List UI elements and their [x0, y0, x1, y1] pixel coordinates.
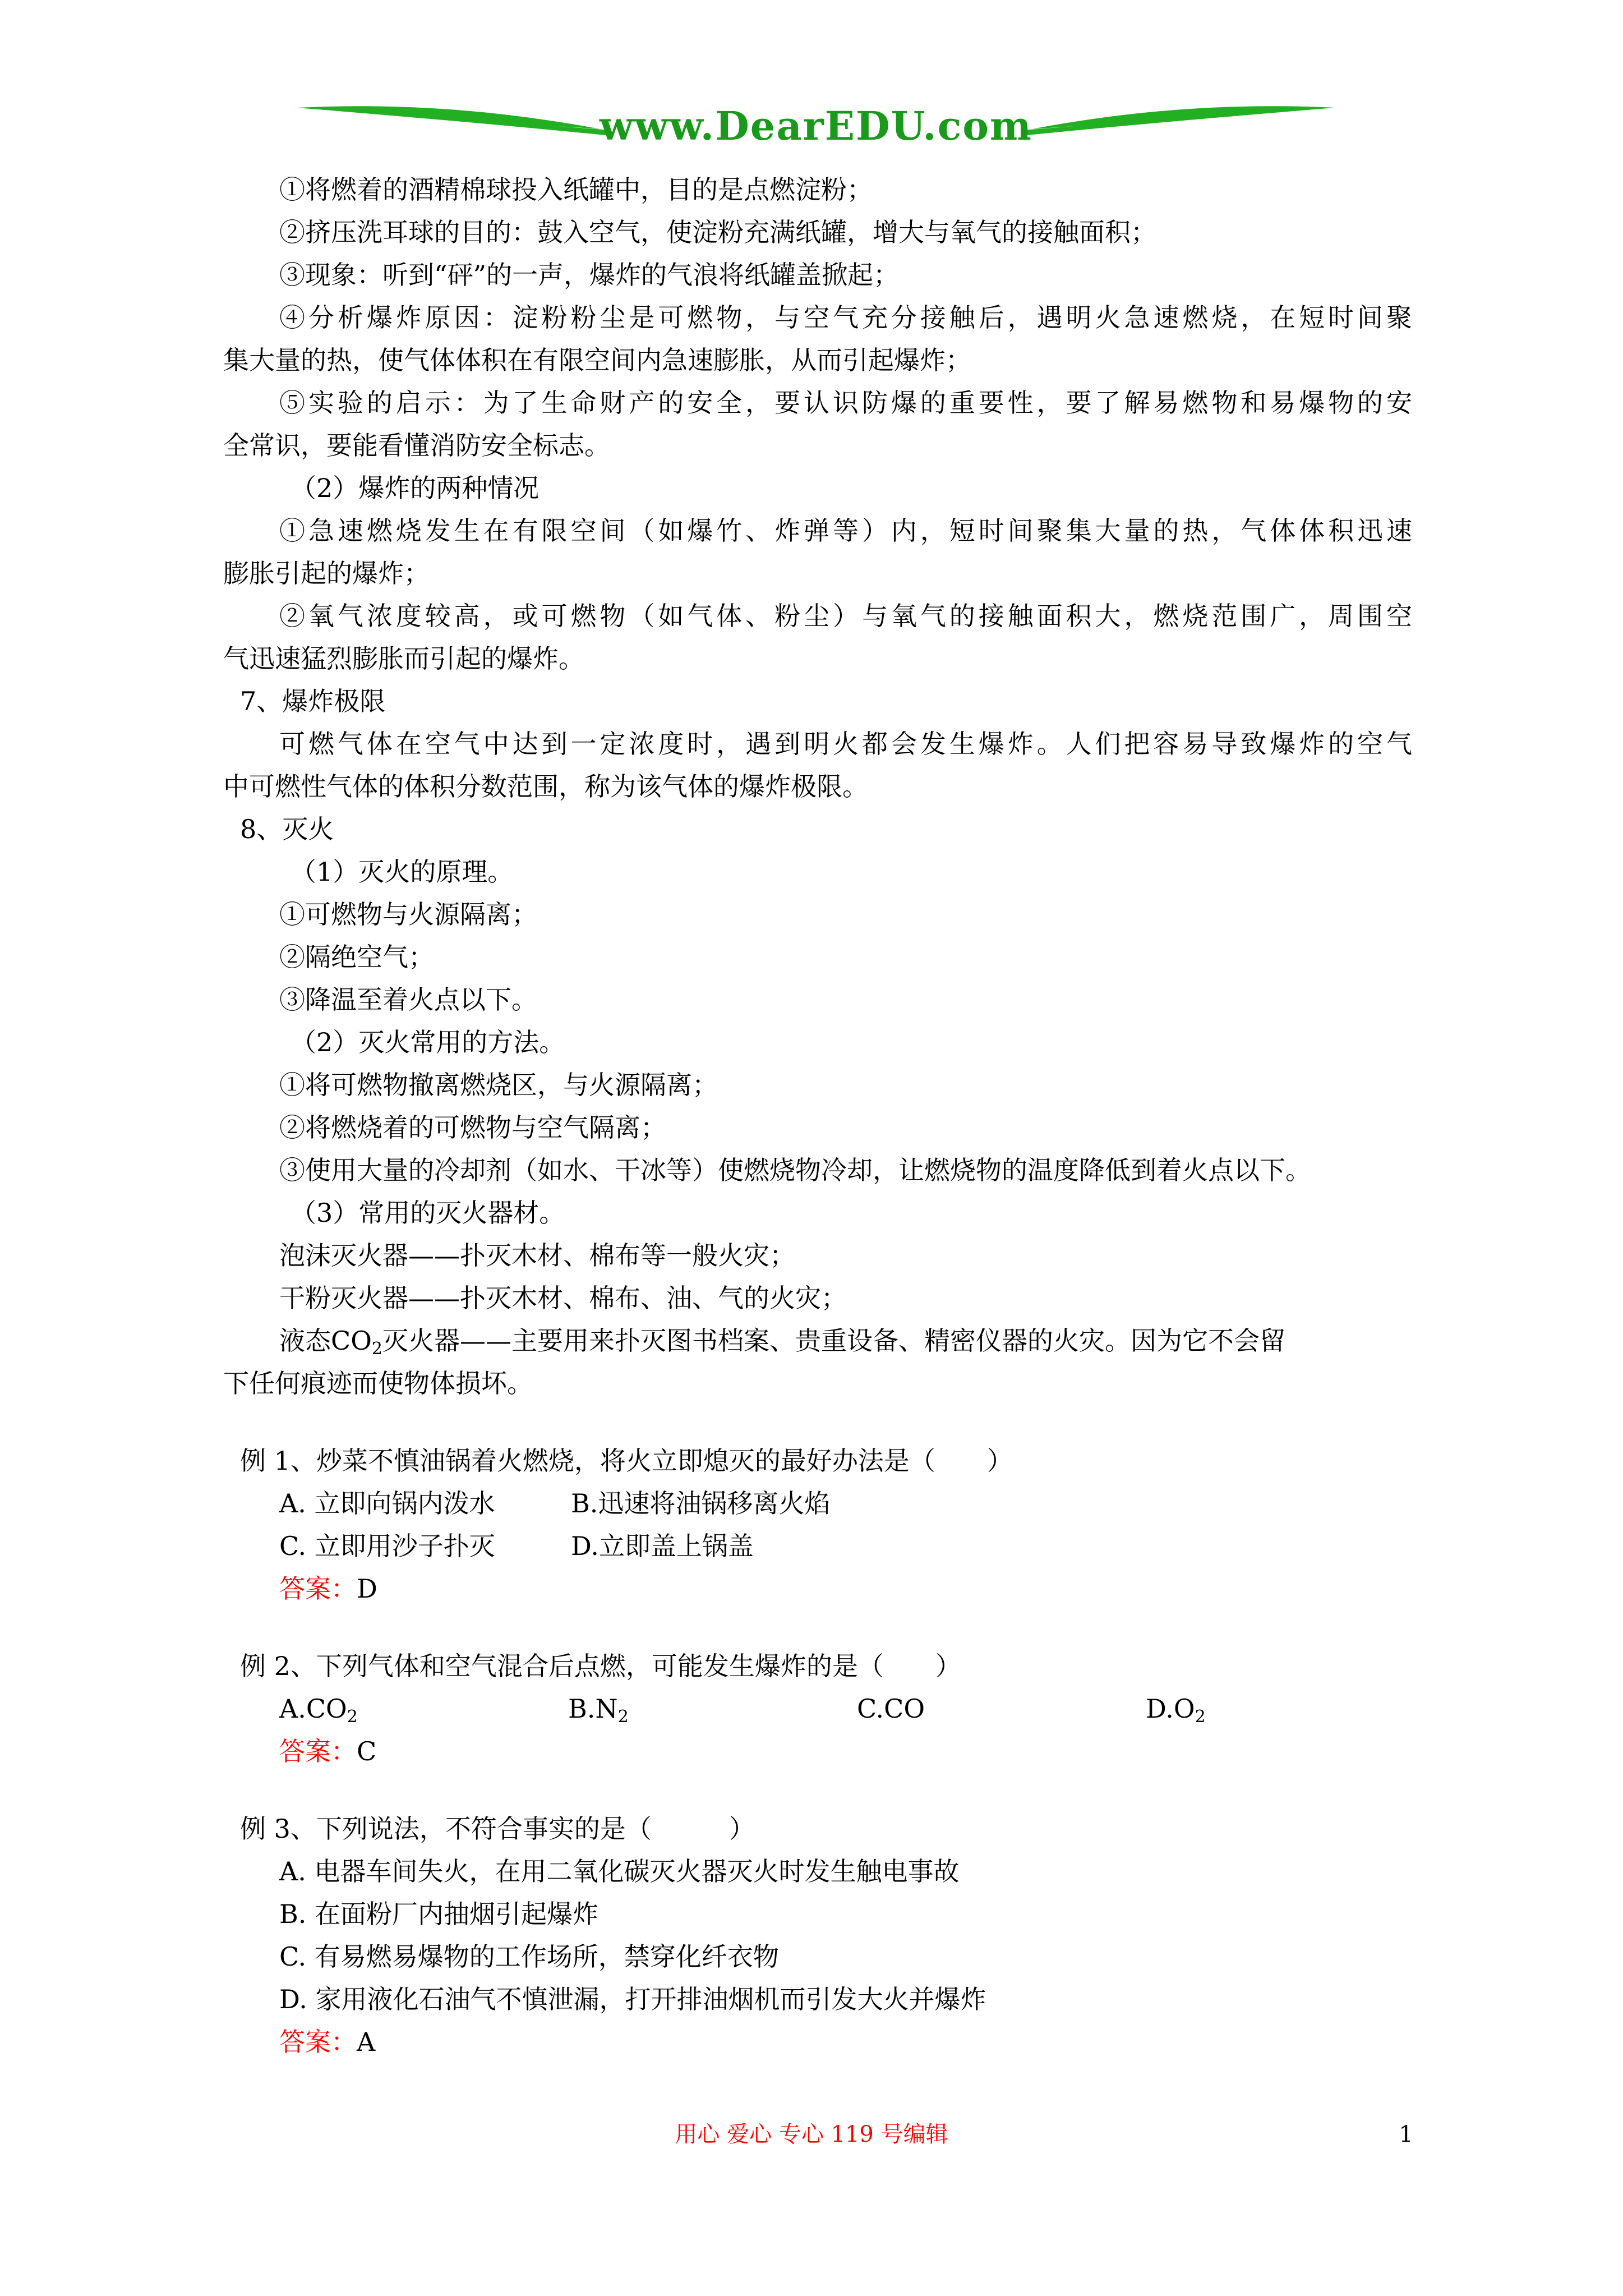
option-c: C.CO: [857, 1694, 925, 1724]
option-b: B. 在面粉厂内抽烟引起爆炸: [279, 1899, 599, 1929]
text-line: [223, 1319, 1412, 1362]
text-line: ②隔绝空气；: [279, 942, 434, 972]
page-number: 1: [1399, 2122, 1413, 2147]
co2-subscript: 2: [371, 1339, 383, 1359]
co2-suffix: 灭火器——主要用来扑灭图书档案、贵重设备、精密仪器的火灾。因为它不会留: [382, 1326, 1286, 1356]
answer-value: D: [357, 1573, 377, 1604]
text-line: 集大量的热，使气体体积在有限空间内急速膨胀，从而引起爆炸；: [223, 345, 971, 375]
text-line: 干粉灭火器——扑灭木材、棉布、油、气的火灾；: [279, 1283, 847, 1313]
text-line: ③现象：听到“砰”的一声，爆炸的气浪将纸罐盖掀起；: [279, 260, 900, 290]
example-1-question: 例 1、炒菜不慎油锅着火燃烧，将火立即熄灭的最好办法是（ ）: [240, 1446, 1013, 1476]
answer-label: 答案：: [279, 1573, 357, 1604]
option-d: $D.O_2$: [1146, 1694, 1206, 1727]
text-line: ②氧气浓度较高，或可燃物（如气体、粉尘）与氧气的接触面积大，燃烧范围广，周围空: [279, 601, 1412, 631]
example-3-question: 例 3、下列说法，不符合事实的是（ ）: [240, 1814, 755, 1844]
text-line: ①将可燃物撤离燃烧区，与火源隔离；: [279, 1070, 718, 1100]
co2-prefix: 液态CO: [279, 1326, 372, 1356]
text-line: 膨胀引起的爆炸；: [223, 558, 430, 588]
example-1-options-row1: [223, 1482, 1412, 1525]
option-c: C. 立即用沙子扑灭: [279, 1531, 495, 1561]
answer-label: 答案：: [279, 2027, 357, 2057]
text-line: ①将燃着的酒精棉球投入纸罐中，目的是点燃淀粉；: [279, 174, 873, 205]
answer-value: C: [357, 1736, 377, 1766]
text-line: ③降温至着火点以下。: [279, 984, 537, 1015]
subsection-heading: （2）爆炸的两种情况: [291, 473, 540, 503]
text-line: 泡沫灭火器——扑灭木材、棉布等一般火灾；: [279, 1240, 795, 1271]
example-2-answer: [223, 1730, 1412, 1773]
subsection-heading: （3）常用的灭火器材。: [291, 1198, 565, 1228]
answer-value: A: [357, 2027, 376, 2057]
site-url: www.DearEDU.com: [599, 103, 1032, 149]
subsection-heading: （1）灭火的原理。: [291, 857, 514, 887]
text-line: 气迅速猛烈膨胀而引起的爆炸。: [223, 643, 584, 674]
text-line: ③使用大量的冷却剂（如水、干冰等）使燃烧物冷却，让燃烧物的温度降低到着火点以下。: [279, 1155, 1311, 1185]
text-line: 全常识，要能看懂消防安全标志。: [223, 430, 610, 461]
text-line: ④分析爆炸原因：淀粉粉尘是可燃物，与空气充分接触后，遇明火急速燃烧，在短时间聚: [279, 302, 1412, 333]
text-line: ⑤实验的启示：为了生命财产的安全，要认识防爆的重要性，要了解易燃物和易爆物的安: [279, 388, 1412, 418]
example-2-question: 例 2、下列气体和空气混合后点燃，可能发生爆炸的是（ ）: [240, 1651, 961, 1681]
text-line: 中可燃性气体的体积分数范围，称为该气体的爆炸极限。: [223, 771, 868, 802]
document-body: [223, 168, 1412, 2063]
text-line: ②将燃烧着的可燃物与空气隔离；: [279, 1112, 666, 1143]
header-banner: [297, 95, 1335, 157]
subsection-heading: （2）灭火常用的方法。: [291, 1027, 565, 1057]
option-a: A. 电器车间失火，在用二氧化碳灭火器灭火时发生触电事故: [279, 1856, 960, 1887]
example-2-options: [223, 1687, 1412, 1730]
example-1-options-row2: [223, 1525, 1412, 1567]
section-heading: 7、爆炸极限: [240, 686, 386, 716]
text-line: ②挤压洗耳球的目的：鼓入空气，使淀粉充满纸罐，增大与氧气的接触面积；: [279, 217, 1156, 247]
example-1-answer: [223, 1567, 1412, 1610]
option-b: $B.N_2$: [568, 1694, 629, 1727]
option-b: B.迅速将油锅移离火焰: [571, 1488, 831, 1519]
section-heading: 8、灭火: [240, 814, 334, 844]
page-footer: [0, 2115, 1623, 2154]
option-c: C. 有易燃易爆物的工作场所，禁穿化纤衣物: [279, 1941, 779, 1972]
text-line: 下任何痕迹而使物体损坏。: [223, 1368, 533, 1398]
text-line: 可燃气体在空气中达到一定浓度时，遇到明火都会发生爆炸。人们把容易导致爆炸的空气: [279, 729, 1412, 759]
option-a: $A.CO_2$: [279, 1694, 358, 1727]
footer-text: 用心 爱心 专心 119 号编辑: [675, 2122, 948, 2147]
option-d: D.立即盖上锅盖: [571, 1531, 754, 1561]
text-line: ①可燃物与火源隔离；: [279, 899, 537, 930]
example-3-answer: [223, 2021, 1412, 2063]
text-line: ①急速燃烧发生在有限空间（如爆竹、炸弹等）内，短时间聚集大量的热，气体体积迅速: [279, 516, 1412, 546]
answer-label: 答案：: [279, 1736, 357, 1766]
option-a: A. 立即向锅内泼水: [279, 1488, 495, 1519]
option-d: D. 家用液化石油气不慎泄漏，打开排油烟机而引发大火并爆炸: [279, 1984, 986, 2014]
